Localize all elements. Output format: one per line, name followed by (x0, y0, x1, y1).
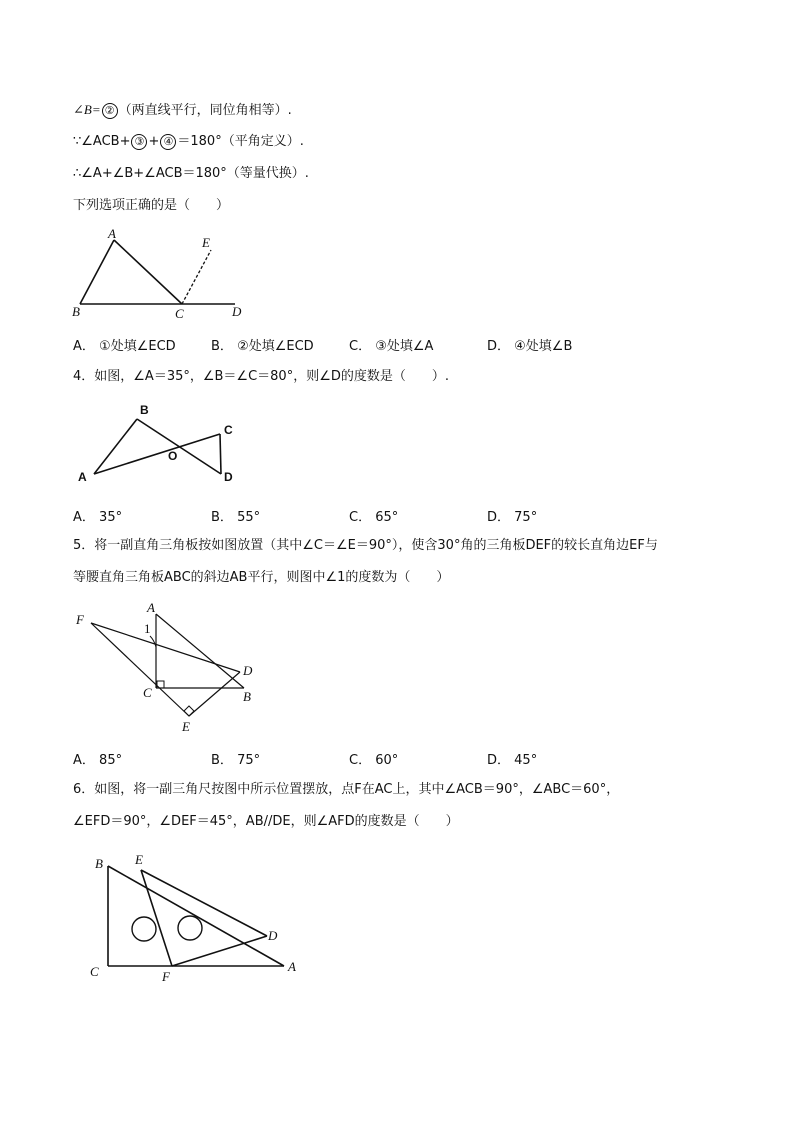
q3-option-b-letter: B． (211, 339, 233, 354)
q5-option-a-letter: A． (73, 753, 95, 768)
q4-option-b-text: 55° (237, 510, 261, 525)
q6-label-c: C (90, 964, 99, 979)
q6-label-f: F (162, 969, 170, 984)
q5-option-d-text: 45° (514, 753, 538, 768)
q3-option-d-text: ④处填∠B (514, 339, 573, 354)
q4-option-d-letter: D． (487, 510, 511, 525)
proof-l1-text-a: ∠B= (73, 102, 101, 117)
q5-label-f: F (76, 612, 84, 627)
q5-option-a-text: 85° (99, 753, 123, 768)
proof-l1-text-b: （两直线平行，同位角相等）. (118, 103, 292, 118)
q4-label-o: O (168, 449, 178, 463)
q3-option-a-text: ①处填∠ECD (99, 339, 176, 354)
q3-label-c: C (175, 306, 184, 321)
q4-option-c-text: 65° (375, 510, 399, 525)
q5-option-c-text: 60° (375, 753, 399, 768)
q3-option-c-letter: C． (349, 339, 372, 354)
q5-label-1: 1 (144, 621, 151, 636)
q4-option-c-letter: C． (349, 510, 372, 525)
q5-label-b: B (243, 689, 251, 704)
q4-stem: 4．如图，∠A＝35°，∠B＝∠C＝80°，则∠D的度数是（ ）. (73, 369, 450, 384)
q6-label-e: E (135, 852, 143, 867)
q3-label-a: A (108, 226, 116, 241)
q5-stem-line-2: 等腰直角三角板ABC的斜边AB平行，则图中∠1的度数为（ ） (73, 570, 450, 585)
proof-l2-text-b: ＝180°（平角定义）. (177, 134, 304, 149)
q4-label-c: C (224, 423, 233, 437)
blank-3-circle: ③ (131, 134, 147, 150)
q5-option-b-text: 75° (237, 753, 261, 768)
q4-label-d: D (224, 470, 233, 484)
proof-l2-plus: + (148, 134, 160, 149)
q6-triangle-hole-1 (132, 917, 156, 941)
proof-l2-text-a: ∵∠ACB+ (73, 134, 131, 149)
q4-option-d-text: 75° (514, 510, 538, 525)
q5-label-a: A (147, 600, 155, 615)
q3-option-b-text: ②处填∠ECD (237, 339, 314, 354)
q6-segment-ba (108, 866, 284, 966)
q4-label-a: A (78, 470, 87, 484)
q4-option-b-letter: B． (211, 510, 233, 525)
q6-stem-line-1: 6．如图，将一副三角尺按图中所示位置摆放，点F在AC上，其中∠ACB＝90°，∠ABC＝60°， (73, 782, 620, 797)
q6-label-b: B (95, 856, 103, 871)
q4-option-a-text: 35° (99, 510, 123, 525)
q5-option-c-letter: C． (349, 753, 372, 768)
q6-segment-fd (172, 936, 267, 966)
blank-4-circle: ④ (160, 134, 176, 150)
q3-label-d: D (232, 304, 242, 319)
blank-2-circle: ② (102, 103, 118, 119)
q5-option-d-letter: D． (487, 753, 511, 768)
q5-option-b-letter: B． (211, 753, 233, 768)
q4-option-a-letter: A． (73, 510, 95, 525)
q5-label-c: C (143, 685, 152, 700)
q3-option-a-letter: A． (73, 339, 95, 354)
question-prompt: 下列选项正确的是（ ） (73, 198, 230, 213)
q6-triangle-hole-2 (178, 916, 202, 940)
q5-label-e: E (182, 719, 190, 734)
q3-label-e: E (202, 235, 210, 250)
q4-label-b: B (140, 403, 149, 417)
q5-label-d: D (243, 663, 253, 678)
q6-label-d: D (268, 928, 278, 943)
q3-option-d-letter: D． (487, 339, 511, 354)
proof-line-3: ∴∠A+∠B+∠ACB＝180°（等量代换）. (73, 166, 309, 181)
q6-stem-line-2: ∠EFD＝90°，∠DEF＝45°，AB//DE，则∠AFD的度数是（ ） (73, 814, 459, 829)
q3-option-c-text: ③处填∠A (375, 339, 434, 354)
q5-stem-line-1: 5．将一副直角三角板按如图放置（其中∠C＝∠E＝90°），使含30°角的三角板DEF的较长直角边EF与 (73, 538, 658, 553)
q6-label-a: A (288, 959, 296, 974)
q3-label-b: B (72, 304, 80, 319)
